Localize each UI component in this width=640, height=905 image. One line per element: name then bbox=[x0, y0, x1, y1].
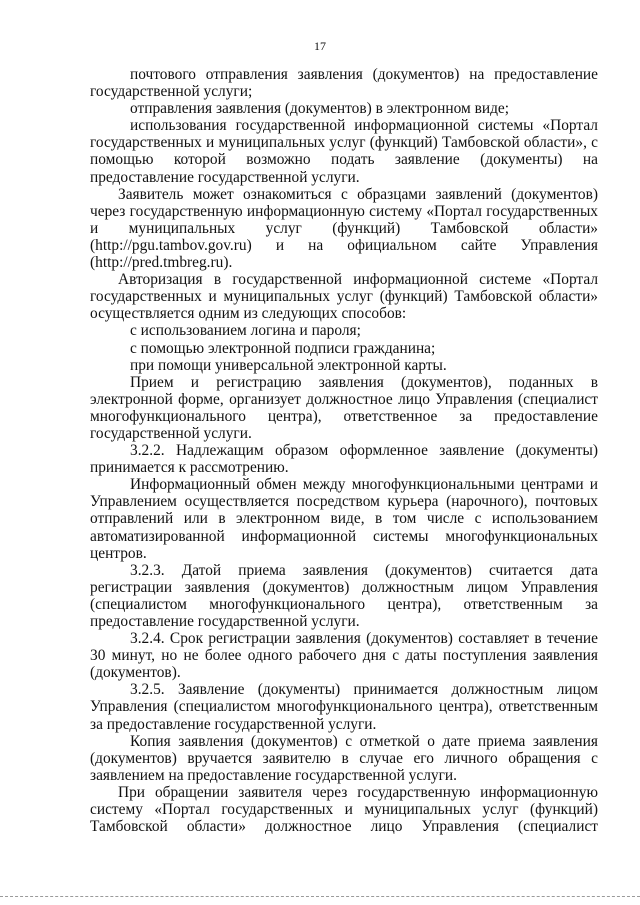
paragraph-auth-signature: с помощью электронной подписи гражданина; bbox=[130, 339, 436, 357]
paragraph-copy: Копия заявления (документов) с отметкой о дате приема заявления (документов) вручается заявителю в случае его личного обращения с заявлением на предоставление государственной услуги. bbox=[90, 732, 598, 784]
page-number: 17 bbox=[314, 39, 326, 53]
document-body bbox=[90, 66, 598, 835]
paragraph-electronic: отправления заявления (документов) в электронном виде; bbox=[130, 100, 510, 118]
paragraph-3-2-4: 3.2.4. Срок регистрации заявления (документов) составляет в течение 30 минут, но не более одного рабочего дня с даты поступления заявления (документов). bbox=[90, 630, 598, 682]
paragraph-auth-login: с использованием логина и пароля; bbox=[130, 322, 361, 340]
paragraph-3-2-3: 3.2.3. Датой приема заявления (документов) считается дата регистрации заявления (документов) должностным лицом Управления (специалистом многофункционального центра), ответственным за предоставление государственной услуги. bbox=[90, 561, 598, 630]
page-bottom-edge bbox=[0, 896, 640, 897]
paragraph-authorization: Авторизация в государственной информационной системе «Портал государственных и муниципальных услуг (функций) Тамбовской области» осуществляется одним из следующих способов: bbox=[90, 271, 598, 323]
paragraph-portal-usage: использования государственной информационной системы «Портал государственных и муниципальных услуг (функций) Тамбовской области», с помощью которой возможно подать заявление (документы) на предоставление государственной услуги. bbox=[90, 117, 598, 186]
paragraph-postal: почтового отправления заявления (документов) на предоставление государственной услуги; bbox=[90, 66, 598, 101]
paragraph-auth-card: при помощи универсальной электронной карты. bbox=[130, 356, 447, 374]
paragraph-3-2-5: 3.2.5. Заявление (документы) принимается должностным лицом Управления (специалистом многофункционального центра), ответственным за предоставление государственной услуги. bbox=[90, 681, 598, 733]
paragraph-info-exchange: Информационный обмен между многофункциональными центрами и Управлением осуществляется посредством курьера (нарочного), почтовых отправлений или в электронном виде, в том числе с использованием автоматизированной информационной системы многофункциональных центров. bbox=[90, 476, 598, 562]
paragraph-sample-forms: Заявитель может ознакомиться с образцами заявлений (документов) через государственную информационную систему «Портал государственных и муниципальных услуг (функций) Тамбовской области» (http://pgu.tambov.gov.ru) и на официальном сайте Управления (http://pred.tmbreg.ru). bbox=[90, 185, 598, 272]
paragraph-3-2-2: 3.2.2. Надлежащим образом оформленное заявление (документы) принимается к рассмотрению. bbox=[90, 442, 598, 477]
paragraph-reception: Прием и регистрацию заявления (документов), поданных в электронной форме, организует должностное лицо Управления (специалист многофункционального центра), ответственное за предоставление государственной услуги. bbox=[90, 373, 598, 442]
paragraph-portal-appeal: При обращении заявителя через государственную информационную систему «Портал государственных и муниципальных услуг (функций) Тамбовской области» должностное лицо Управления (специалист bbox=[90, 783, 598, 836]
